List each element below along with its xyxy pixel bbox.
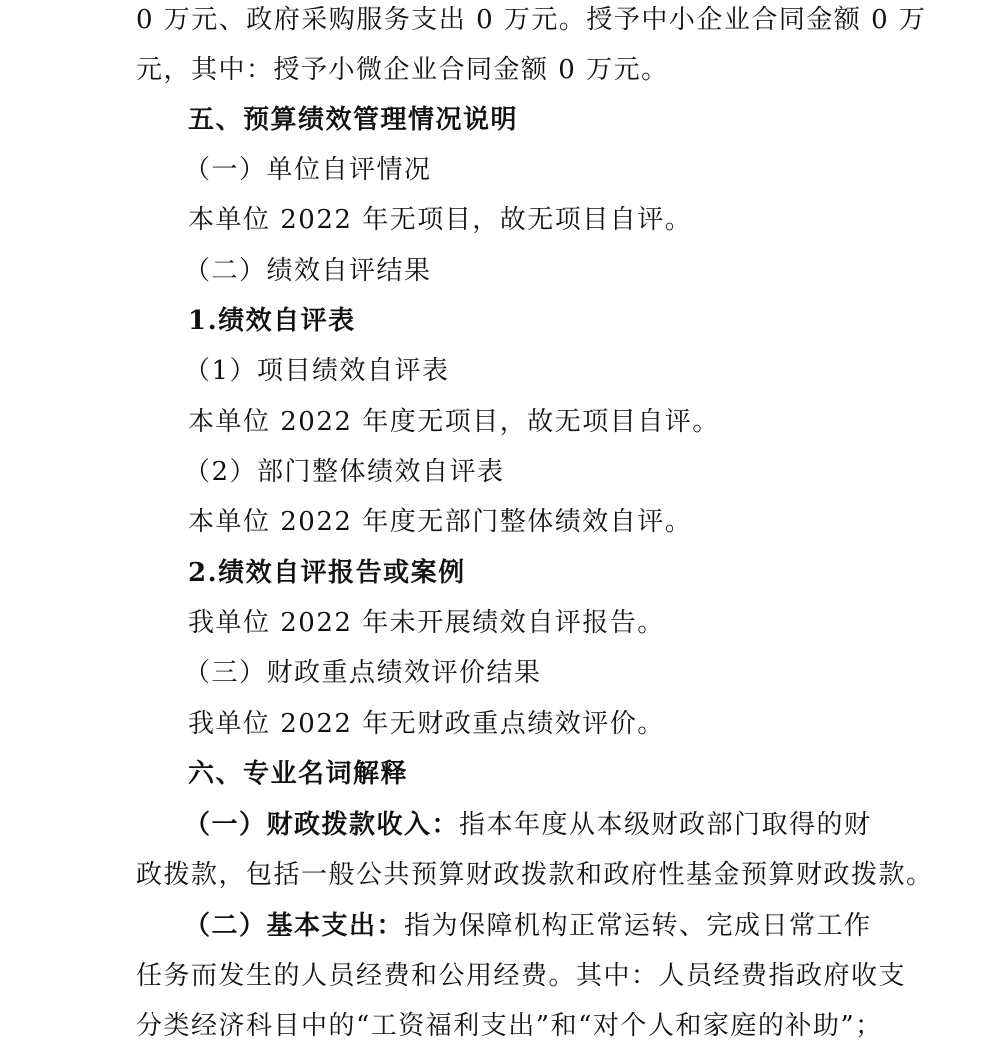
subsection-heading: （三）财政重点绩效评价结果 bbox=[184, 658, 542, 688]
subsection-heading: （一）单位自评情况 bbox=[184, 155, 432, 185]
subsection-heading: （2）部门整体绩效自评表 bbox=[184, 457, 505, 487]
section-heading-5: 五、预算绩效管理情况说明 bbox=[188, 105, 519, 135]
paragraph-line: 0 万元、政府采购服务支出 0 万元。授予中小企业合同金额 0 万 bbox=[136, 5, 927, 35]
definition-term: （二）基本支出： bbox=[184, 911, 405, 941]
subsection-heading: （二）绩效自评结果 bbox=[184, 256, 432, 286]
definition-line bbox=[0, 808, 1000, 842]
paragraph-line: 本单位 2022 年无项目，故无项目自评。 bbox=[188, 205, 693, 235]
definition-term: （一）财政拨款收入： bbox=[184, 810, 460, 840]
definition-text: 指本年度从本级财政部门取得的财 bbox=[459, 810, 872, 840]
paragraph-line: 本单位 2022 年度无部门整体绩效自评。 bbox=[188, 507, 693, 537]
definition-line bbox=[0, 909, 1000, 943]
paragraph-line: 元，其中：授予小微企业合同金额 0 万元。 bbox=[136, 55, 669, 85]
numbered-heading: 1.绩效自评表 bbox=[188, 306, 356, 336]
paragraph-line: 我单位 2022 年未开展绩效自评报告。 bbox=[188, 608, 665, 638]
paragraph-line: 我单位 2022 年无财政重点绩效评价。 bbox=[188, 709, 665, 739]
numbered-heading: 2.绩效自评报告或案例 bbox=[188, 558, 466, 588]
definition-text: 指为保障机构正常运转、完成日常工作 bbox=[404, 911, 872, 941]
paragraph-line: 本单位 2022 年度无项目，故无项目自评。 bbox=[188, 407, 720, 437]
paragraph-line: 任务而发生的人员经费和公用经费。其中：人员经费指政府收支 bbox=[136, 961, 907, 991]
paragraph-line: 分类经济科目中的“工资福利支出”和“对个人和家庭的补助”； bbox=[136, 1011, 883, 1041]
section-heading-6: 六、专业名词解释 bbox=[188, 759, 409, 789]
paragraph-line: 政拨款，包括一般公共预算财政拨款和政府性基金预算财政拨款。 bbox=[136, 860, 934, 890]
subsection-heading: （1）项目绩效自评表 bbox=[184, 356, 450, 386]
